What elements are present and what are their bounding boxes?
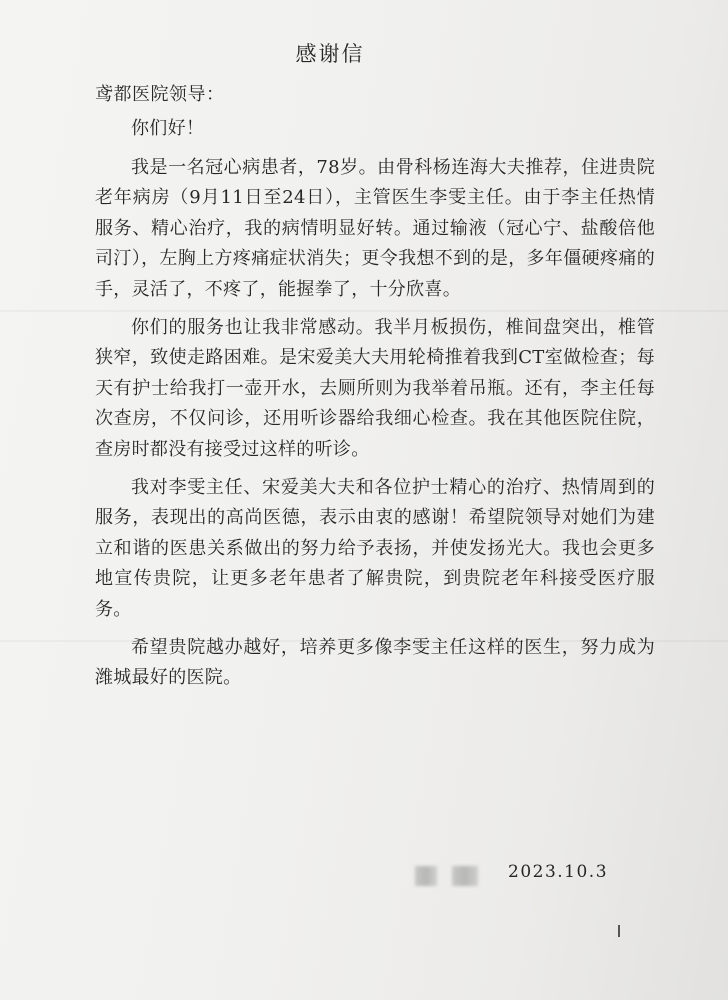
paragraph-condition: 我是一名冠心病患者，78岁。由骨科杨连海大夫推荐，住进贵院老年病房（9月11日至24日），主管医生李雯主任。由于李主任热情服务、精心治疗，我的病情明显好转。通过输液（冠心宁、盐酸倍他司汀），左胸上方疼痛症状消失；更令我想不到的是，多年僵硬疼痛的手，灵活了，不疼了，能握拳了，十分欣喜。 — [95, 156, 655, 300]
greeting: 你们好！ — [131, 118, 205, 139]
letter-date: 2023.10.3 — [508, 862, 609, 882]
paragraph-thanks: 我对李雯主任、宋爱美大夫和各位护士精心的治疗、热情周到的服务，表现出的高尚医德，表示由衷的感谢！希望院领导对她们为建立和谐的医患关系做出的努力给予表扬，并使发扬光大。我也会更多地宣传贵院，让更多老年患者了解贵院，到贵院老年科接受医疗服务。 — [95, 476, 655, 620]
paragraph-closing: 希望贵院越办越好，培养更多像李雯主任这样的医生，努力成为潍城最好的医院。 — [95, 636, 655, 689]
signature-block — [0, 862, 728, 892]
ink-mark — [618, 925, 620, 937]
redacted-signature — [415, 866, 437, 886]
paragraph-service: 你们的服务也让我非常感动。我半月板损伤，椎间盘突出，椎管狭窄，致使走路困难。是宋爱美大夫用轮椅推着我到CT室做检查；每天有护士给我打一壶开水，去厕所则为我举着吊瓶。还有，李主任每次查房，不仅问诊，还用听诊器给我细心检查。我在其他医院住院，查房时都没有接受过这样的听诊。 — [95, 316, 655, 460]
letter-body — [95, 114, 655, 694]
salutation: 鸢都医院领导： — [95, 84, 225, 105]
redacted-signature — [452, 866, 478, 886]
letter-title: 感谢信 — [295, 42, 365, 66]
